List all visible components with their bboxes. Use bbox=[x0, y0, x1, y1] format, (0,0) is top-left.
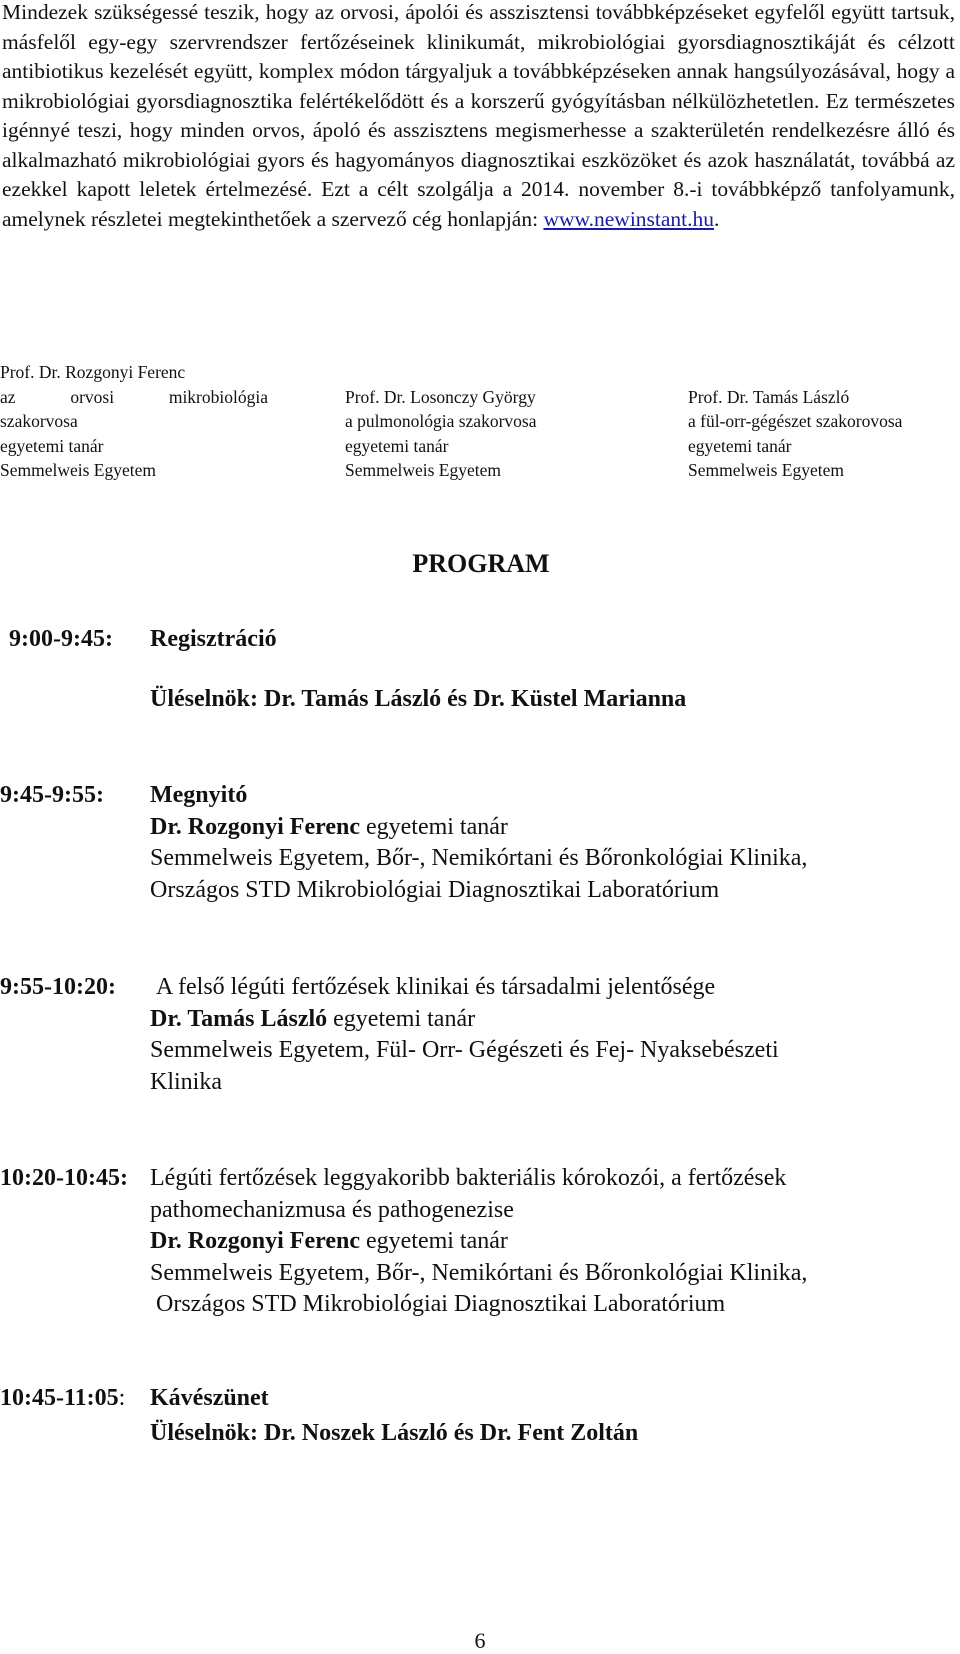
intro-text: Mindezek szükségessé teszik, hogy az orvosi, ápolói és asszisztensi továbbképzéseket egyfelől együtt tartsuk, másfelől egy-egy szervrendszer fertőzéseinek klinikumát, mikrobiológiai gyorsdiagnosztikáját és célzott antibiotikus kezelését együtt, komplex módon tárgyaljuk a továbbképzéseken annak hangsúlyozásával, hogy a mikrobiológiai gyorsdiagnosztika felértékelődött és a korszerű gyógyításban nélkülözhetetlen. Ez természetes igénnyé teszi, hogy minden orvos, ápoló és asszisztens megismerhesse a szakterületén rendelkezésre álló és alkalmazható mikrobiológiai gyors és hagyományos diagnosztikai eszközöket és azok használatát, továbbá az ezekkel kapott leletek értelmezésé. Ezt a célt szolgálja a 2014. november 8.-i továbbképző tanfolyamunk, amelynek részletei megtekinthetőek a szervező cég honlapján: bbox=[2, 0, 955, 231]
program-title: Kávészünet bbox=[150, 1385, 269, 1411]
program-details bbox=[150, 1163, 807, 1321]
program-speaker-line bbox=[150, 1004, 779, 1036]
organizer-link[interactable]: www.newinstant.hu bbox=[543, 206, 715, 231]
signature-specialty: a pulmonológia szakorvosa bbox=[345, 411, 537, 431]
signature-specialty-cont: szakorvosa bbox=[0, 411, 78, 431]
signature-word: orvosi bbox=[70, 386, 115, 407]
program-speaker-line bbox=[150, 1226, 807, 1258]
session-chair: Üléselnök: Dr. Tamás László és Dr. Küstel Marianna bbox=[150, 686, 687, 712]
program-speaker-line bbox=[150, 812, 807, 844]
speaker-affiliation: Semmelweis Egyetem, Fül- Orr- Gégészeti és Fej- Nyaksebészeti bbox=[150, 1037, 779, 1063]
program-time: 9:45-9:55: bbox=[0, 782, 104, 808]
program-details bbox=[150, 1383, 638, 1449]
speaker-role: egyetemi tanár bbox=[327, 1005, 476, 1032]
signature-word: mikrobiológia bbox=[168, 386, 268, 407]
page-number: 6 bbox=[474, 1628, 486, 1653]
speaker-role: egyetemi tanár bbox=[359, 813, 508, 840]
signature-specialty: a fül-orr-gégészet szakorovosa bbox=[688, 411, 903, 431]
intro-end: . bbox=[714, 206, 720, 231]
signature-rozgonyi bbox=[0, 360, 268, 483]
program-time: 9:00-9:45: bbox=[9, 626, 113, 652]
program-title: Regisztráció bbox=[150, 626, 277, 652]
speaker-affiliation: Semmelweis Egyetem, Bőr-, Nemikórtani és Bőronkológiai Klinika, bbox=[150, 845, 808, 871]
signature-title: egyetemi tanár bbox=[345, 435, 449, 456]
session-chair: Üléselnök: Dr. Noszek László és Dr. Fent Zoltán bbox=[150, 1419, 639, 1446]
signature-tamas bbox=[688, 385, 902, 483]
intro-paragraph bbox=[2, 0, 955, 234]
speaker-affiliation: Országos STD Mikrobiológiai Diagnosztikai Laboratórium bbox=[150, 876, 720, 903]
signature-title: egyetemi tanár bbox=[0, 435, 104, 456]
program-heading: PROGRAM bbox=[412, 549, 550, 578]
signature-institution: Semmelweis Egyetem bbox=[345, 460, 502, 480]
signature-title: egyetemi tanár bbox=[688, 435, 792, 456]
speaker-name: Dr. Tamás László bbox=[150, 1005, 328, 1032]
signature-name: Prof. Dr. Rozgonyi Ferenc bbox=[0, 362, 186, 382]
speaker-role: egyetemi tanár bbox=[359, 1228, 508, 1254]
program-title: Megnyitó bbox=[150, 782, 248, 808]
program-time: 10:45-11:05 bbox=[0, 1385, 119, 1411]
signature-word: az bbox=[0, 386, 16, 407]
speaker-name: Dr. Rozgonyi Ferenc bbox=[150, 813, 360, 840]
program-title: Légúti fertőzések leggyakoribb bakteriális kórokozói, a fertőzések bbox=[150, 1165, 787, 1191]
signature-institution: Semmelweis Egyetem bbox=[0, 460, 157, 480]
program-details bbox=[150, 780, 807, 906]
signature-specialty bbox=[0, 385, 268, 410]
signature-institution: Semmelweis Egyetem bbox=[688, 460, 845, 480]
speaker-name: Dr. Rozgonyi Ferenc bbox=[150, 1228, 360, 1254]
program-title: A felső légúti fertőzések klinikai és társadalmi jelentősége bbox=[156, 974, 716, 1000]
program-time: 9:55-10:20: bbox=[0, 974, 116, 1000]
speaker-affiliation: Klinika bbox=[150, 1068, 222, 1095]
speaker-affiliation: Semmelweis Egyetem, Bőr-, Nemikórtani és Bőronkológiai Klinika, bbox=[150, 1259, 808, 1286]
program-details bbox=[150, 972, 779, 1098]
program-time: 10:20-10:45: bbox=[0, 1165, 128, 1191]
program-time-wrap bbox=[0, 1383, 125, 1415]
program-title-cont: pathomechanizmusa és pathogenezise bbox=[150, 1196, 514, 1223]
program-time-suffix: : bbox=[118, 1385, 126, 1411]
signature-name: Prof. Dr. Losonczy György bbox=[345, 386, 536, 407]
speaker-affiliation: Országos STD Mikrobiológiai Diagnosztikai Laboratórium bbox=[150, 1291, 726, 1317]
signature-losonczy bbox=[345, 385, 536, 483]
signature-name: Prof. Dr. Tamás László bbox=[688, 386, 850, 407]
